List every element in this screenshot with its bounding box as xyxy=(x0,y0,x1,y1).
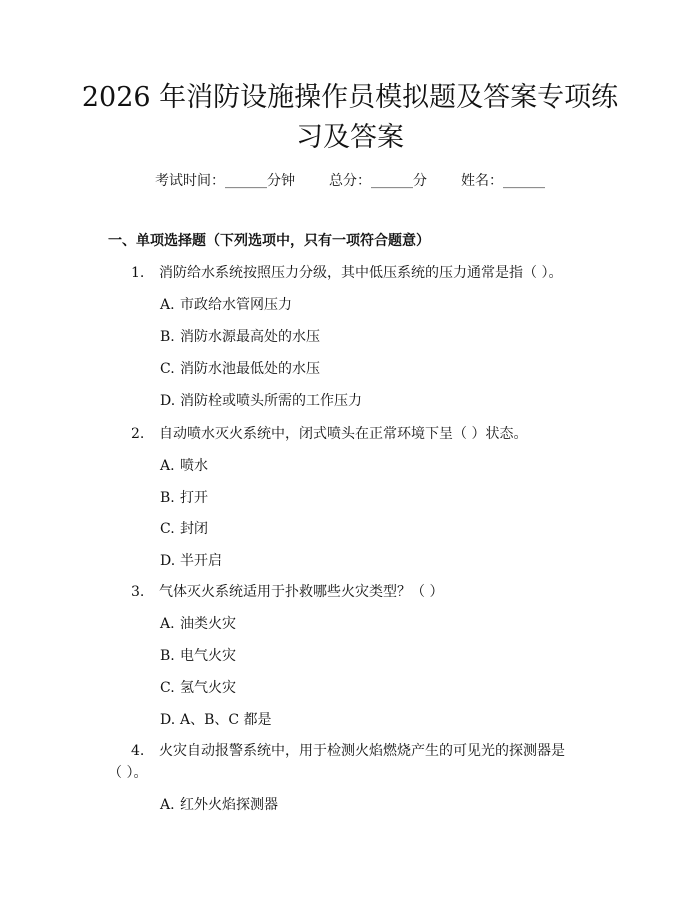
option-2b: B. 打开 xyxy=(160,490,208,506)
question-1 xyxy=(131,262,562,282)
option-2d: D. 半开启 xyxy=(160,553,222,569)
question-4-continuation: （ ）。 xyxy=(108,765,148,781)
question-2 xyxy=(131,423,527,443)
time-blank: ______ xyxy=(225,173,267,189)
document-title xyxy=(0,78,700,158)
option-1d: D. 消防栓或喷头所需的工作压力 xyxy=(160,393,362,409)
question-text: 火灾自动报警系统中，用于检测火焰燃烧产生的可见光的探测器是 xyxy=(159,743,565,759)
option-1a: A. 市政给水管网压力 xyxy=(160,297,292,313)
question-number: 1. xyxy=(131,265,145,281)
option-3d: D. A、B、C 都是 xyxy=(160,712,272,728)
question-number: 4. xyxy=(131,743,145,759)
option-4a: A. 红外火焰探测器 xyxy=(160,797,278,813)
score-unit: 分 xyxy=(413,173,427,189)
exam-info-line xyxy=(0,170,700,190)
question-number: 3. xyxy=(131,584,145,600)
question-text: 消防给水系统按照压力分级，其中低压系统的压力通常是指（ ）。 xyxy=(159,265,563,281)
option-1c: C. 消防水池最低处的水压 xyxy=(160,361,320,377)
option-3a: A. 油类火灾 xyxy=(160,616,236,632)
name-label: 姓名： xyxy=(461,173,503,189)
option-1b: B. 消防水源最高处的水压 xyxy=(160,329,320,345)
question-4 xyxy=(131,740,565,760)
question-text: 气体灭火系统适用于扑救哪些火灾类型？（ ） xyxy=(159,584,444,600)
score-label: 总分： xyxy=(329,173,371,189)
time-label: 考试时间： xyxy=(155,173,225,189)
title-line-1: 2026 年消防设施操作员模拟题及答案专项练 xyxy=(81,82,619,113)
option-2a: A. 喷水 xyxy=(160,458,208,474)
time-unit: 分钟 xyxy=(267,173,295,189)
option-3b: B. 电气火灾 xyxy=(160,648,236,664)
option-3c: C. 氢气火灾 xyxy=(160,680,236,696)
option-2c: C. 封闭 xyxy=(160,521,208,537)
title-line-2: 习及答案 xyxy=(296,122,404,153)
question-3 xyxy=(131,581,443,601)
score-blank: ______ xyxy=(371,173,413,189)
question-number: 2. xyxy=(131,426,145,442)
question-text: 自动喷水灭火系统中，闭式喷头在正常环境下呈（ ）状态。 xyxy=(159,426,528,442)
section-heading: 一、单项选择题（下列选项中，只有一项符合题意） xyxy=(108,233,430,249)
name-blank: ______ xyxy=(503,173,545,189)
